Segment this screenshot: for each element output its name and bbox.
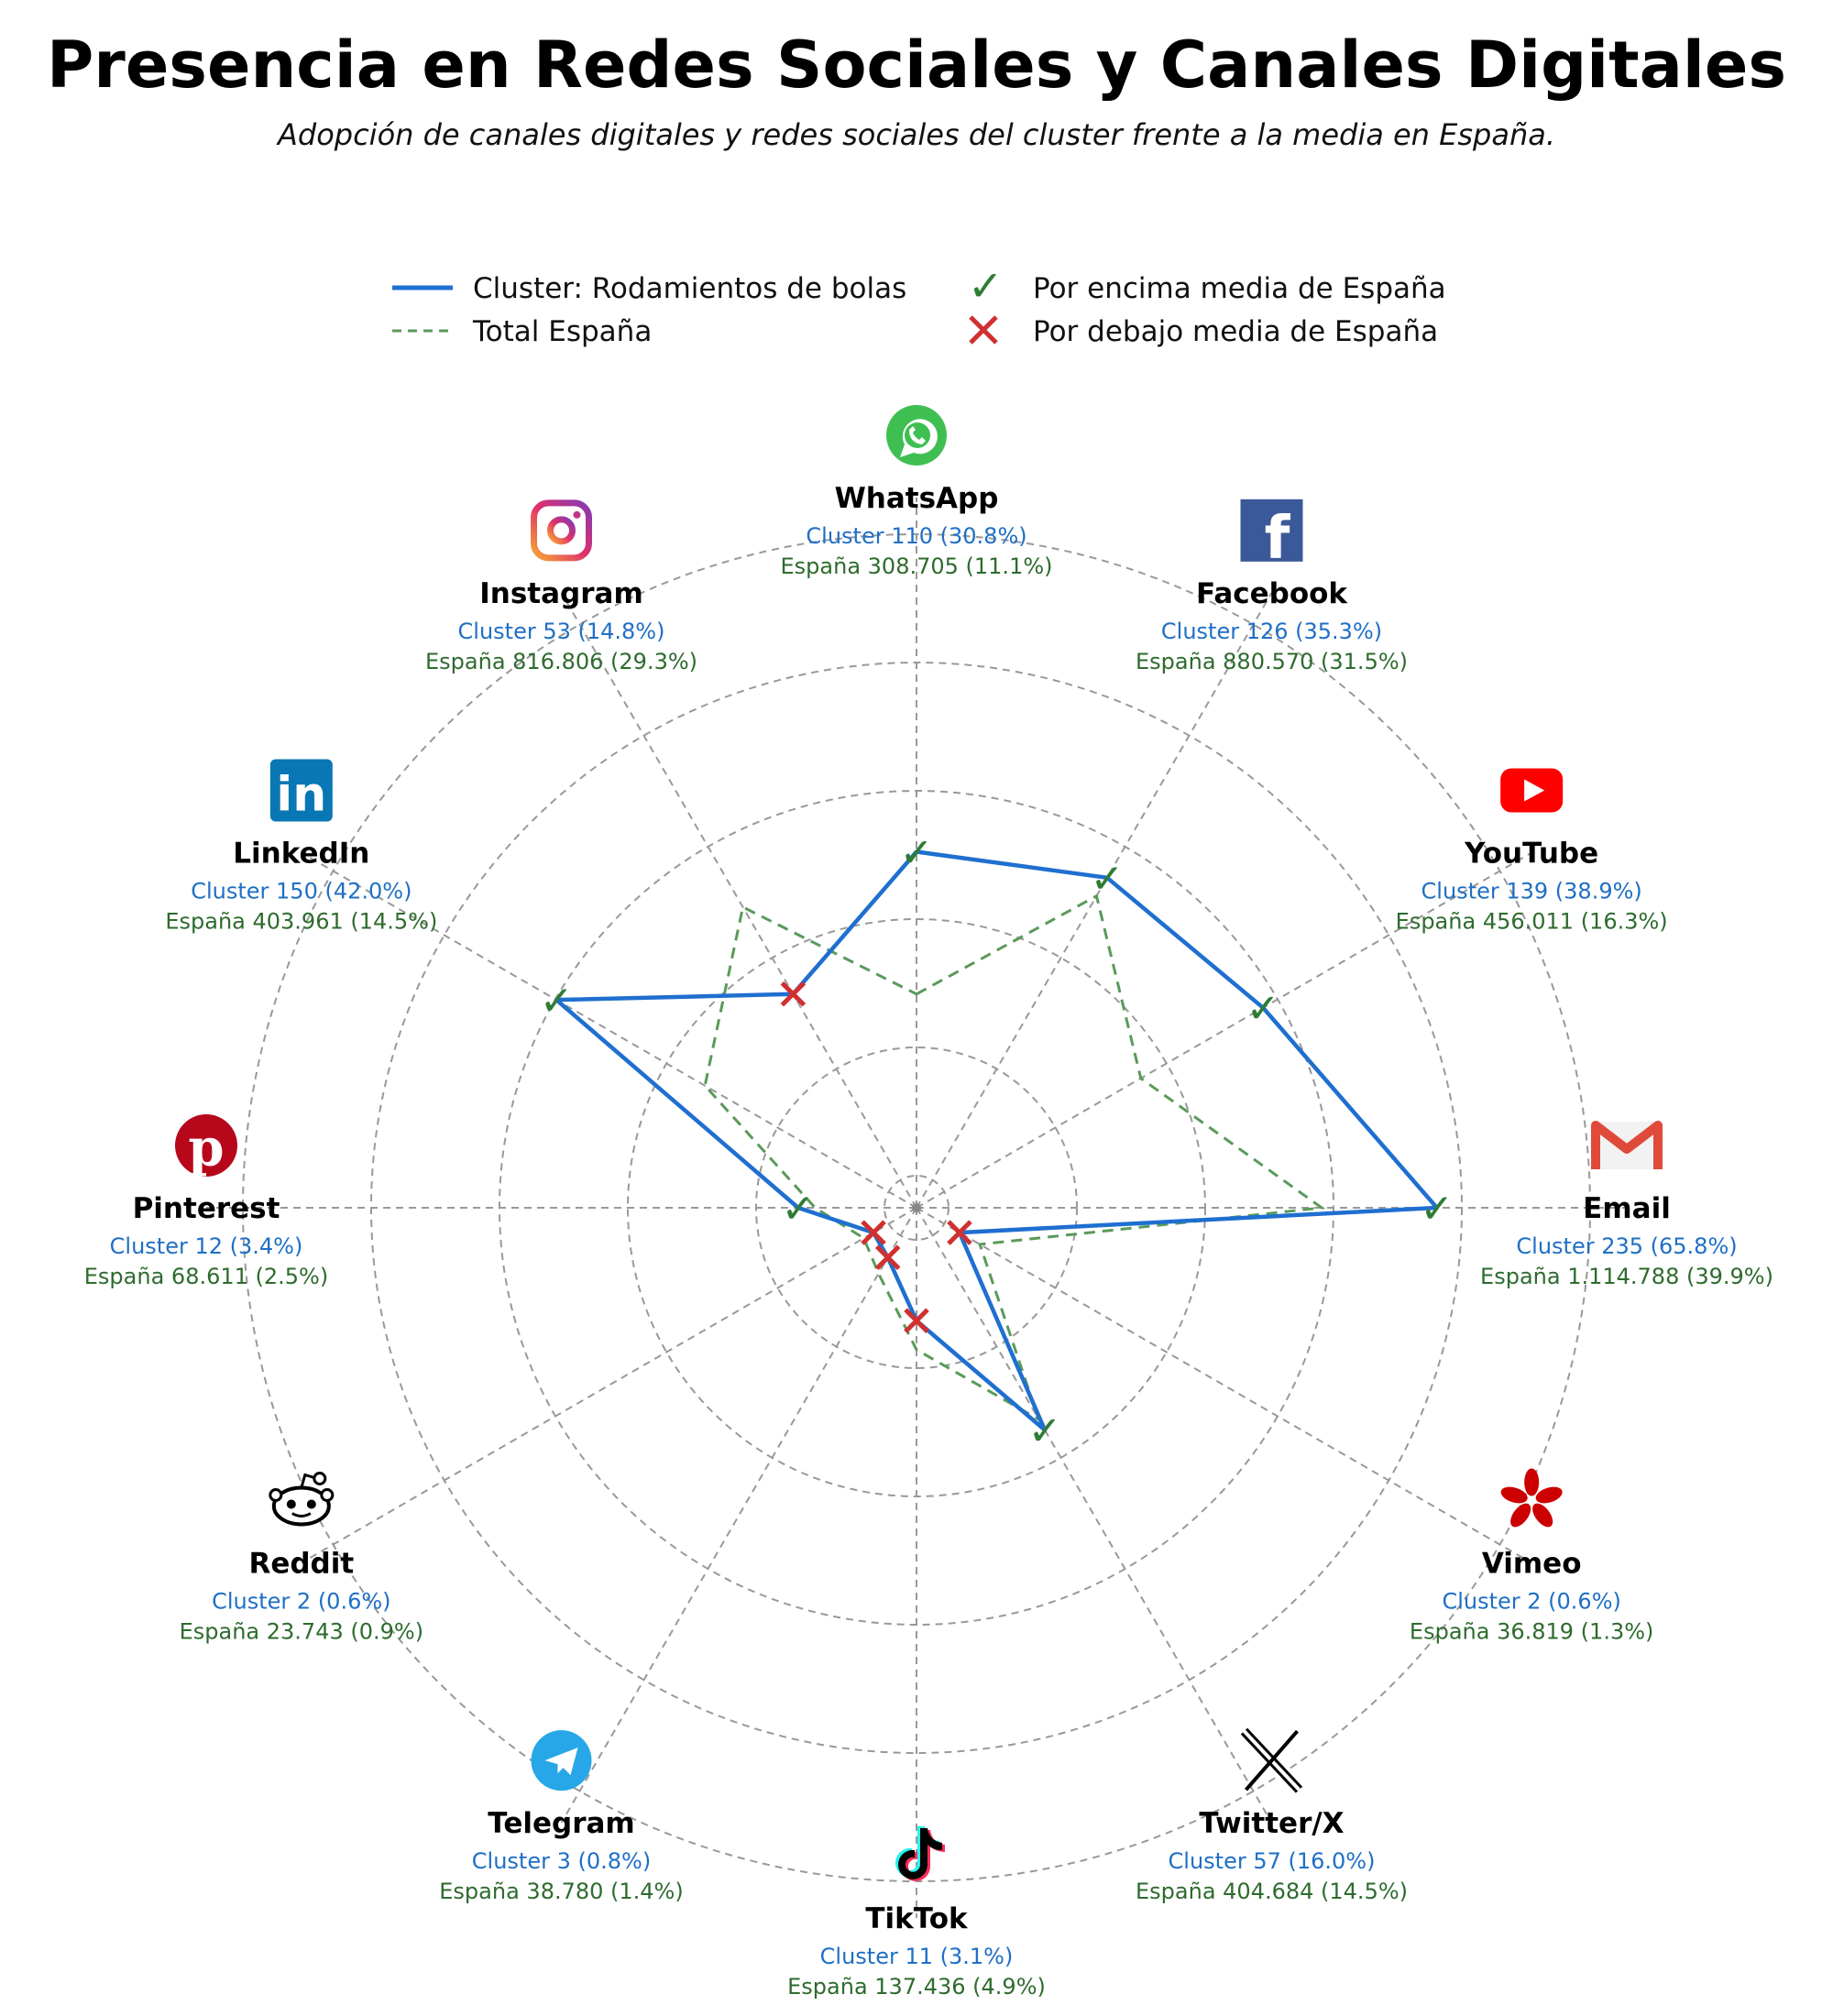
check-icon: ✓ — [968, 261, 1004, 311]
channel-name: Reddit — [248, 1547, 355, 1581]
channel-spain-value: España 404.684 (14.5%) — [1136, 1879, 1408, 1905]
tiktok-icon — [895, 1826, 945, 1881]
channel-cluster-value: Cluster 57 (16.0%) — [1168, 1848, 1376, 1875]
channel-spain-value: España 1.114.788 (39.9%) — [1480, 1264, 1773, 1289]
channel-spain-value: España 880.570 (31.5%) — [1136, 648, 1408, 674]
instagram-icon — [534, 503, 589, 558]
channel-label-group — [1410, 1469, 1653, 1645]
below-marker — [862, 1222, 884, 1244]
channel-label-group — [165, 760, 437, 935]
above-marker: ✓ — [1090, 855, 1125, 903]
channel-cluster-value: Cluster 3 (0.8%) — [471, 1848, 652, 1875]
grid-spoke — [916, 1208, 1272, 1823]
channel-label-group — [787, 1826, 1046, 2000]
grid-spoke — [302, 1208, 916, 1563]
channel-spain-value: España 308.705 (11.1%) — [780, 553, 1053, 579]
channel-name: Vimeo — [1481, 1547, 1582, 1581]
channel-spain-value: España 137.436 (4.9%) — [787, 1974, 1046, 2000]
channel-name: Email — [1583, 1192, 1671, 1225]
channel-name: Twitter/X — [1199, 1807, 1345, 1841]
chart-subtitle: Adopción de canales digitales y redes sociales del cluster frente a la media en España. — [277, 117, 1556, 152]
gmail-icon — [1596, 1122, 1658, 1169]
above-marker: ✓ — [1027, 1408, 1062, 1455]
grid-spoke — [562, 593, 917, 1208]
channel-name: WhatsApp — [834, 482, 999, 515]
channel-name: Instagram — [479, 576, 643, 610]
telegram-icon — [532, 1730, 592, 1791]
channel-spain-value: España 23.743 (0.9%) — [179, 1618, 424, 1645]
channel-cluster-value: Cluster 150 (42.0%) — [191, 878, 412, 904]
svg-text:f: f — [1264, 504, 1290, 573]
series-cluster-line — [556, 852, 1437, 1430]
channel-label-group — [84, 1114, 328, 1289]
channel-name: LinkedIn — [233, 837, 370, 871]
youtube-icon — [1500, 769, 1563, 813]
channel-spain-value: España 68.611 (2.5%) — [83, 1264, 329, 1289]
channel-cluster-value: Cluster 139 (38.9%) — [1421, 878, 1642, 904]
facebook-icon — [1241, 499, 1303, 573]
vimeo-icon — [1498, 1469, 1564, 1531]
above-marker: ✓ — [1420, 1186, 1454, 1233]
above-marker: ✓ — [539, 978, 574, 1025]
radar-markers — [540, 830, 1454, 1455]
grid-spoke — [916, 853, 1531, 1209]
channel-cluster-value: Cluster 110 (30.8%) — [806, 523, 1027, 549]
legend-above-label: Por encima media de España — [1033, 272, 1446, 305]
grid-spoke — [562, 1208, 917, 1823]
channel-labels — [84, 405, 1773, 2000]
channel-label-group — [1136, 1731, 1408, 1904]
above-marker: ✓ — [1246, 985, 1280, 1033]
channel-spain-value: España 403.961 (14.5%) — [165, 908, 438, 935]
below-marker — [877, 1246, 899, 1268]
channel-cluster-value: Cluster 2 (0.6%) — [212, 1588, 391, 1615]
radar-series — [556, 852, 1437, 1430]
channel-spain-value: España 456.011 (16.3%) — [1395, 908, 1668, 935]
channel-label-group — [180, 1474, 423, 1645]
above-marker: ✓ — [781, 1186, 816, 1233]
svg-text:in: in — [276, 767, 327, 823]
whatsapp-icon — [886, 405, 947, 466]
channel-label-group — [425, 503, 697, 674]
channel-name: TikTok — [865, 1902, 968, 1935]
channel-name: Telegram — [488, 1807, 635, 1841]
channel-spain-value: España 38.780 (1.4%) — [439, 1879, 684, 1905]
legend-cluster-label: Cluster: Rodamientos de bolas — [473, 272, 907, 305]
legend-below-label: Por debajo media de España — [1033, 315, 1439, 348]
grid-spoke — [302, 853, 916, 1209]
grid-spoke — [916, 1208, 1531, 1563]
channel-cluster-value: Cluster 11 (3.1%) — [819, 1944, 1014, 1969]
channel-cluster-value: Cluster 2 (0.6%) — [1442, 1588, 1621, 1615]
legend-spain-label: Total España — [473, 315, 653, 348]
svg-text:p: p — [188, 1118, 225, 1178]
chart-title: Presencia en Redes Sociales y Canales Digitales — [47, 27, 1786, 103]
pinterest-icon — [175, 1114, 237, 1178]
channel-cluster-value: Cluster 12 (3.4%) — [109, 1233, 303, 1259]
channel-cluster-value: Cluster 235 (65.8%) — [1516, 1233, 1738, 1259]
channel-cluster-value: Cluster 53 (14.8%) — [457, 618, 665, 644]
reddit-icon — [270, 1474, 333, 1525]
channel-label-group — [1480, 1122, 1773, 1289]
cross-icon — [971, 317, 996, 343]
channel-label-group — [439, 1730, 683, 1904]
channel-name: YouTube — [1465, 837, 1599, 871]
channel-label-group — [1396, 769, 1668, 935]
channel-name: Pinterest — [132, 1192, 280, 1225]
channel-spain-value: España 816.806 (29.3%) — [425, 648, 697, 674]
channel-spain-value: España 36.819 (1.3%) — [1409, 1618, 1654, 1645]
channel-cluster-value: Cluster 126 (35.3%) — [1160, 618, 1383, 644]
center-dot — [912, 1203, 921, 1212]
channel-name: Facebook — [1195, 576, 1348, 610]
series-spain-line — [705, 896, 1322, 1419]
channel-label-group — [781, 405, 1053, 579]
linkedin-icon — [270, 760, 333, 823]
above-marker: ✓ — [899, 829, 934, 877]
legend — [392, 261, 1446, 348]
